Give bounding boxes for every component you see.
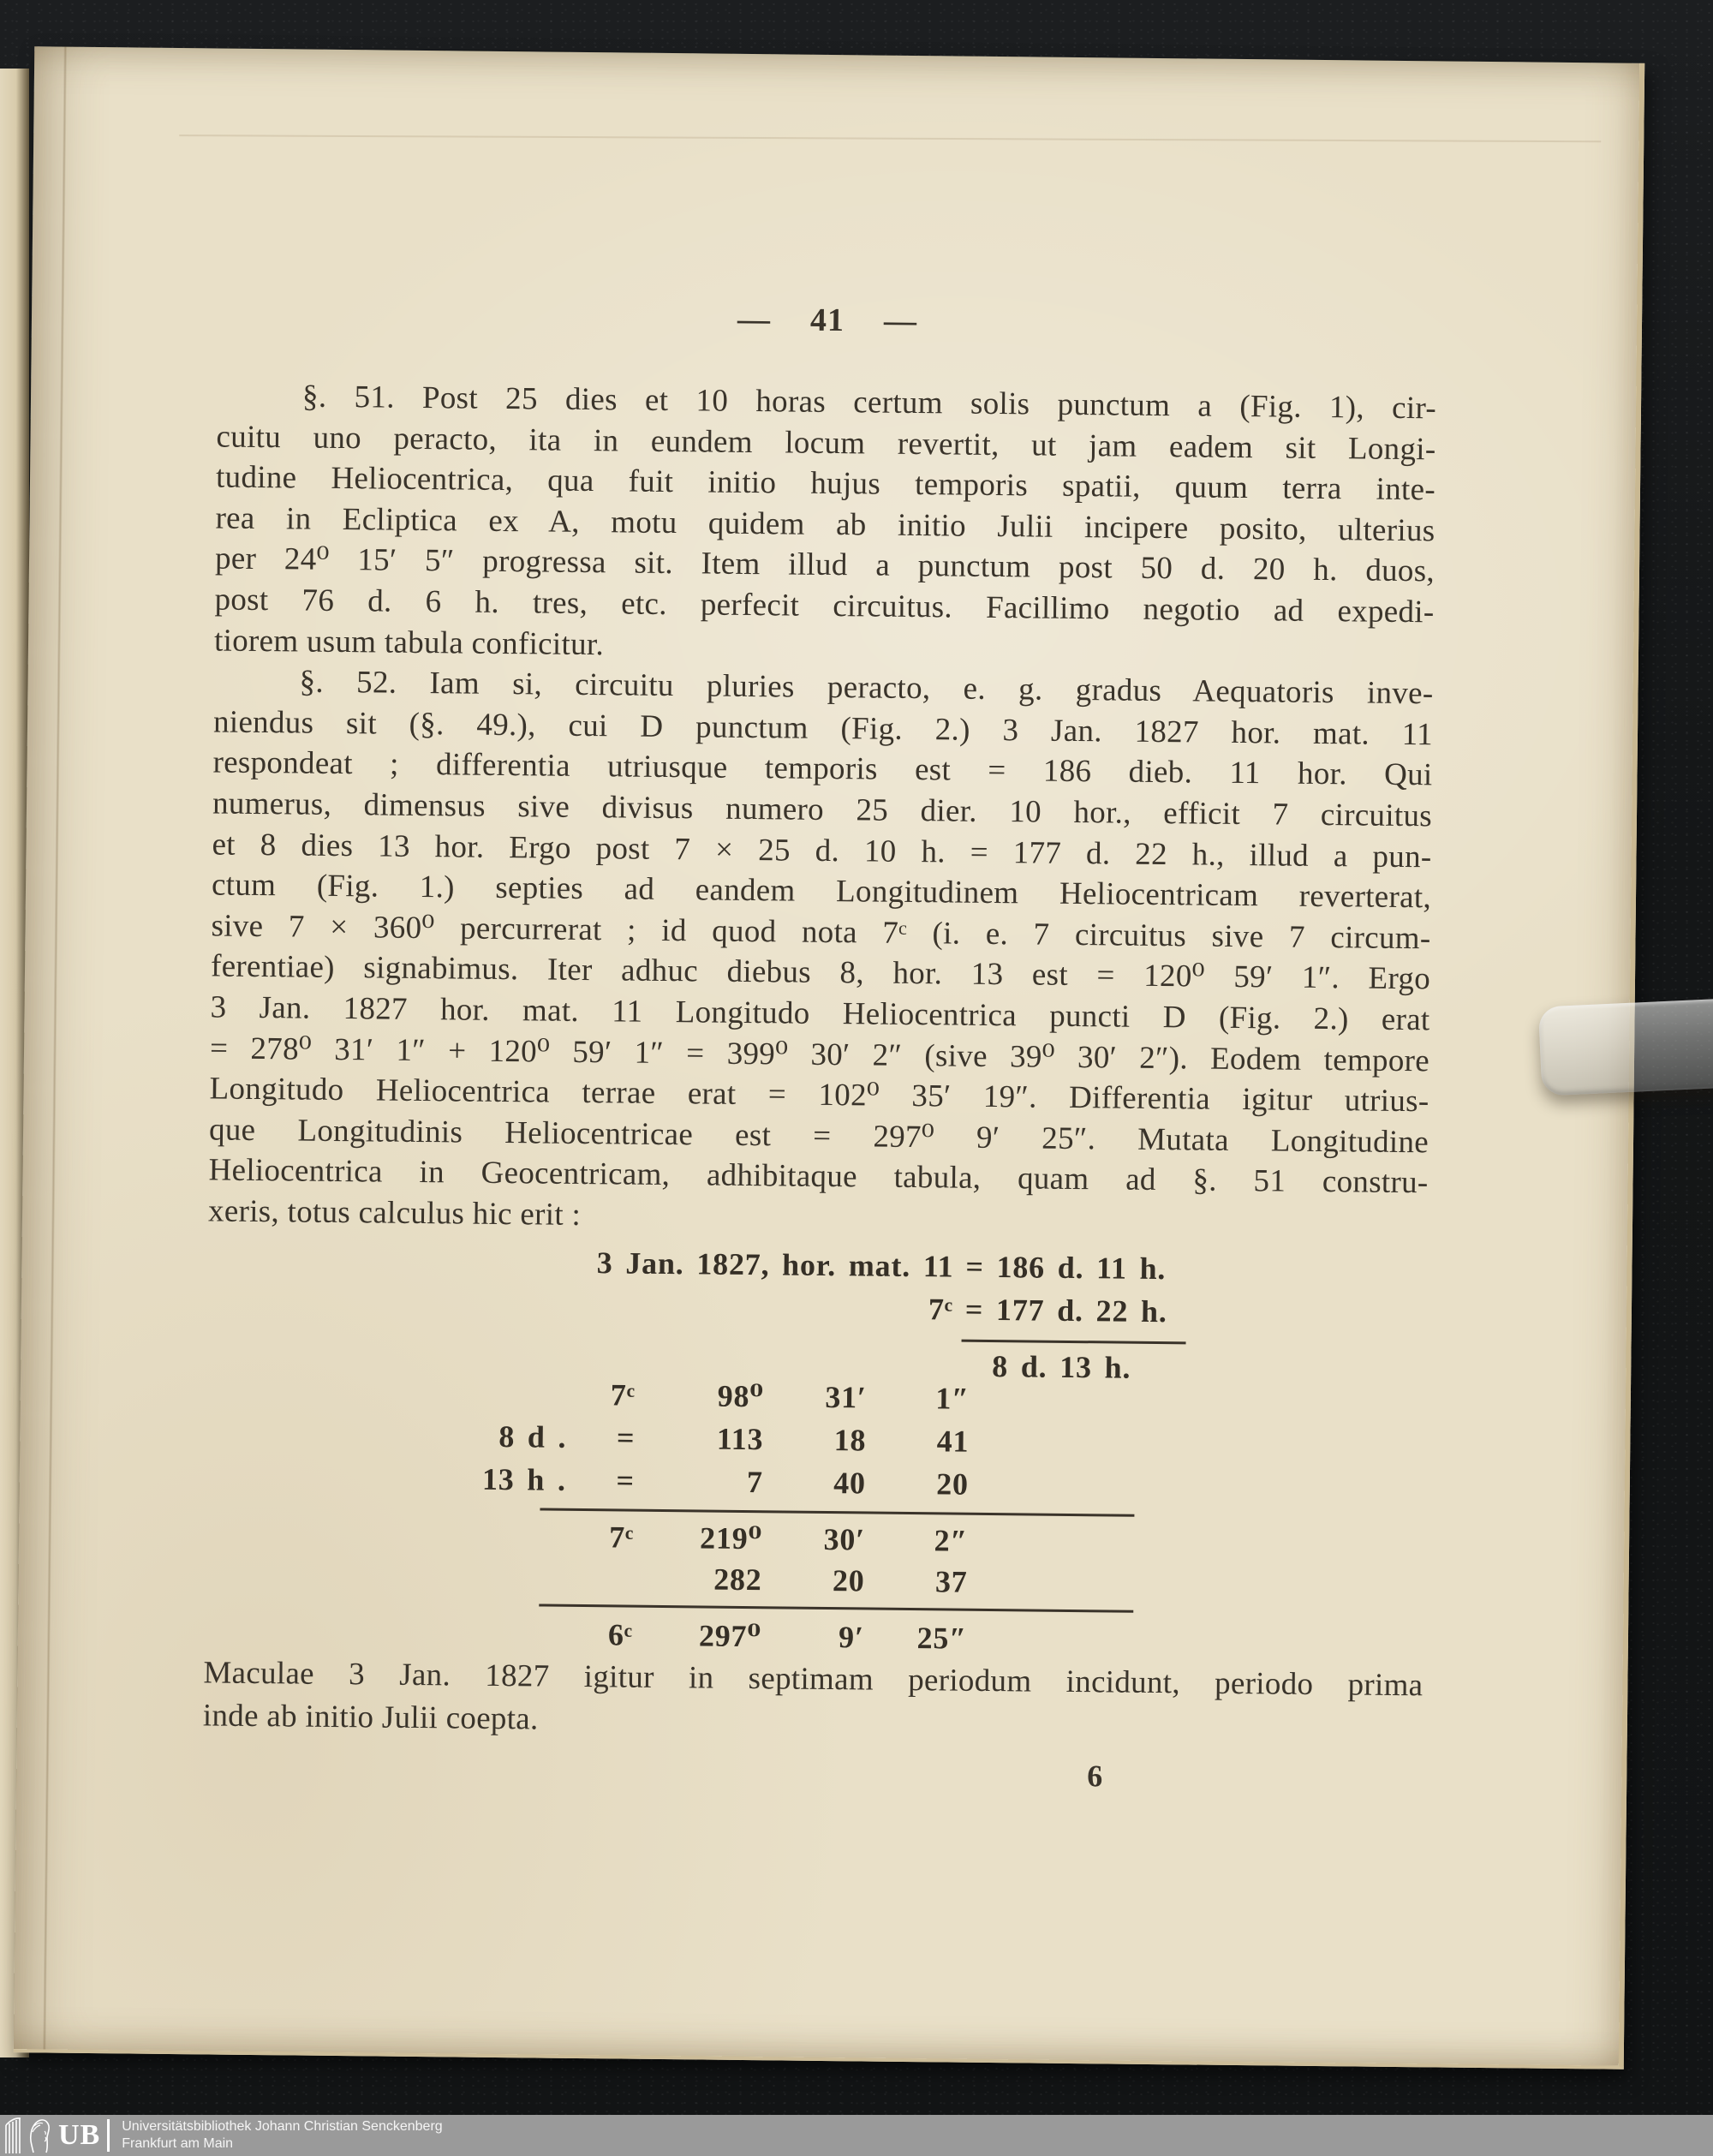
calc2-cell: 13 h .: [481, 1461, 567, 1497]
calc2-row: [439, 1375, 970, 1423]
para-52-line: xeris, totus calculus hic erit :: [207, 1193, 582, 1233]
para-51-line: cuitu uno peracto, ita in eundem locum revertit, ut jam eadem sit Longi-: [216, 419, 1436, 467]
calc2-cell: 7: [746, 1465, 764, 1500]
library-city: Frankfurt am Main: [122, 2136, 234, 2151]
para-52-line: ferentiae) signabimus. Iter adhuc diebus 8, hor. 13 est = 120⁰ 59′ 1″. Ergo: [210, 948, 1431, 997]
ub-logo-text: UB: [58, 2119, 101, 2151]
calc2-cell: 25″: [916, 1621, 968, 1656]
library-text: [122, 2118, 442, 2153]
calc2-cell: 1″: [935, 1381, 970, 1416]
para-51-line: rea in Ecliptica ex A, motu quidem ab initio Julii incipere posito, ulterius: [215, 500, 1435, 549]
signature-mark: 6: [1087, 1759, 1103, 1794]
calc1-right: = 186 d. 11 h.: [965, 1249, 1167, 1287]
sum-rule: [540, 1508, 1134, 1516]
calc2-cell: 8 d .: [498, 1418, 567, 1454]
calc1-left: 3 Jan. 1827, hor. mat. 11: [596, 1245, 954, 1284]
book-page: [14, 46, 1644, 2069]
closing-line: inde ab initio Julii coepta.: [202, 1698, 539, 1737]
calc2-cell: 37: [934, 1564, 968, 1599]
calc2-cell: 219⁰: [699, 1520, 763, 1556]
body-text: [208, 375, 1436, 1244]
para-52-line: et 8 dies 13 hor. Ergo post 7 × 25 d. 10 h. = 177 d. 22 h., illud a pun-: [212, 826, 1432, 875]
calc1-row: [450, 1243, 1203, 1293]
book-pages-icon: [3, 2117, 22, 2154]
calc2-cell: 297⁰: [698, 1618, 762, 1654]
para-51-line: post 76 d. 6 h. tres, etc. perfecit circuitus. Facillimo negotio ad expedi-: [214, 582, 1435, 630]
calc1-right: = 177 d. 22 h.: [964, 1292, 1167, 1329]
para-52-line: sive 7 × 360⁰ percurrerat ; id quod nota 7ᶜ (i. e. 7 circuitus sive 7 circum-: [211, 908, 1431, 957]
page-header: [218, 295, 1437, 345]
calc2-cell: 98⁰: [717, 1378, 765, 1414]
calc2-cell: 40: [833, 1466, 867, 1501]
para-52-line: Heliocentrica in Geocentricam, adhibitaque tabula, quam ad §. 51 constru-: [208, 1152, 1429, 1201]
logo-divider: [107, 2119, 110, 2152]
calc2-cell: [436, 1615, 565, 1659]
calc2-cell: 6ᶜ: [607, 1617, 634, 1652]
closing-text: [203, 1651, 1424, 1750]
para-51-line: §. 51. Post 25 dies et 10 horas certum solis punctum a (Fig. 1), cir-: [301, 379, 1437, 427]
para-52-line: Longitudo Heliocentrica terrae erat = 102⁰ 35′ 19″. Differentia igitur utrius-: [209, 1071, 1429, 1120]
calc2-row: [438, 1418, 969, 1466]
calc1-row: [450, 1286, 1203, 1336]
calc2-row: [436, 1558, 967, 1606]
calc2-cell: 30′: [823, 1521, 866, 1557]
calc1-result: 8 d. 13 h.: [992, 1349, 1131, 1385]
para-52-line: 3 Jan. 1827 hor. mat. 11 Longitudo Heliocentrica puncti D (Fig. 2.) erat: [210, 989, 1430, 1038]
header-dash-left: —: [737, 301, 772, 338]
calc2-cell: 7ᶜ: [608, 1520, 635, 1555]
library-name: Universitätsbibliothek Johann Christian Senckenberg: [122, 2119, 443, 2134]
calc2-cell: [439, 1375, 568, 1419]
closing-line: Maculae 3 Jan. 1827 igitur in septimam periodum incidunt, periodo prima: [203, 1655, 1424, 1704]
para-52-line: que Longitudinis Heliocentricae est = 297⁰ 9′ 25″. Mutata Longitudine: [208, 1112, 1429, 1161]
calc2-cell: 20: [832, 1563, 865, 1598]
calc2-row: [438, 1460, 969, 1508]
para-52-line: ctum (Fig. 1.) septies ad eandem Longitudinem Heliocentricam reverterat,: [211, 867, 1432, 916]
para-52-line: §. 52. Iam si, circuitu pluries peracto, e. g. gradus Aequatoris inve-: [299, 664, 1434, 712]
para-51-line: per 24⁰ 15′ 5″ progressa sit. Item illud a punctum post 50 d. 20 h. duos,: [214, 540, 1435, 589]
paper-crease-line: [179, 134, 1601, 142]
para-52-line: respondeat ; differentia utriusque temporis est = 186 dieb. 11 hor. Qui: [212, 744, 1433, 793]
goethe-portrait-icon: [26, 2117, 53, 2154]
calc2-cell: 113: [716, 1421, 764, 1457]
calc2-cell: 7ᶜ: [610, 1377, 636, 1412]
calc2-cell: 2″: [934, 1523, 969, 1558]
calc1-left: 7ᶜ: [928, 1292, 954, 1327]
page-number: 41: [809, 302, 845, 339]
calc2-cell: 9′: [838, 1620, 865, 1655]
calc2-cell: 282: [713, 1562, 762, 1598]
para-52-line: niendus sit (§. 49.), cui D punctum (Fig. 2.) 3 Jan. 1827 hor. mat. 11: [212, 704, 1434, 753]
sum-rule: [962, 1340, 1186, 1345]
calc2-cell: 41: [936, 1424, 970, 1459]
para-52-line: numerus, dimensus sive divisus numero 25 dier. 10 hor., efficit 7 circuitus: [212, 785, 1433, 834]
calc2-cell: [436, 1558, 565, 1603]
para-52-line: = 278⁰ 31′ 1″ + 120⁰ 59′ 1″ = 399⁰ 30′ 2″ (sive 39⁰ 30′ 2″). Eodem tempore: [209, 1030, 1430, 1078]
gutter-crease: [43, 47, 67, 2050]
calc2-cell: 31′: [825, 1379, 868, 1415]
calc2-cell: =: [616, 1420, 636, 1455]
calc2-cell: 18: [833, 1423, 867, 1458]
para-51-line: tudine Heliocentrica, qua fuit initio hujus temporis spatii, quum terra inte-: [215, 459, 1436, 508]
header-dash-right: —: [883, 302, 918, 340]
calc2-cell: =: [616, 1463, 636, 1498]
ub-logo: [0, 2115, 110, 2156]
calc2-cell: 20: [935, 1466, 970, 1502]
calc2-cell: [437, 1517, 566, 1562]
para-51-line: tiorem usum tabula conficitur.: [213, 623, 605, 662]
footer-bar: [0, 2115, 1713, 2156]
calc2-cell: [564, 1560, 634, 1604]
page-holder-clip: [1538, 999, 1713, 1096]
